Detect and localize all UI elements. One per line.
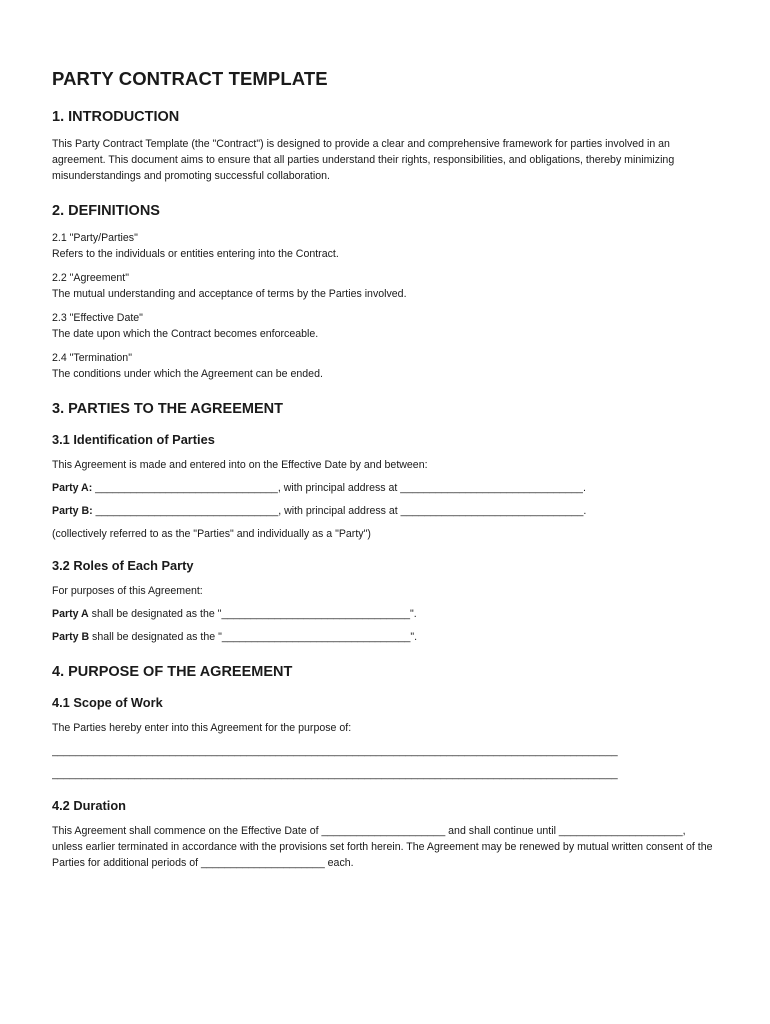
duration-text: This Agreement shall commence on the Effective Date of _____________________ and shall continue until _____________________, unless earlier terminated in accordance with the provisions set forth herein. The Agreement may be renewed by mutual written consent of the Parties for additional periods of _____________________ each.	[52, 825, 713, 869]
purpose-heading: 4. PURPOSE OF THE AGREEMENT	[52, 664, 293, 680]
definition-term: 2.4 "Termination"	[52, 352, 132, 364]
definition-term: 2.3 "Effective Date"	[52, 312, 143, 324]
role-b-line	[52, 629, 718, 645]
definition-desc: The mutual understanding and acceptance of terms by the Parties involved.	[52, 288, 407, 300]
party-b-label: Party B:	[52, 505, 93, 517]
identification-intro: This Agreement is made and entered into on the Effective Date by and between:	[52, 459, 428, 471]
definition-term: 2.1 "Party/Parties"	[52, 232, 138, 244]
parties-section	[52, 401, 718, 645]
introduction-text: This Party Contract Template (the "Contract") is designed to provide a clear and comprehensive framework for parties involved in an agreement. This document aims to ensure that all parties understand their rights, responsibilities, and obligations, thereby minimizing misunderstandings and promoting successful collaboration.	[52, 138, 675, 182]
introduction-heading: 1. INTRODUCTION	[52, 109, 180, 125]
purpose-section	[52, 664, 718, 871]
definition-term: 2.2 "Agreement"	[52, 272, 130, 284]
definition-item	[52, 350, 718, 382]
role-a-line	[52, 606, 718, 622]
scope-heading: 4.1 Scope of Work	[52, 695, 163, 710]
identification-heading: 3.1 Identification of Parties	[52, 432, 215, 447]
party-b-line	[52, 503, 718, 519]
definition-desc: The conditions under which the Agreement can be ended.	[52, 368, 323, 380]
definition-item	[52, 230, 718, 262]
role-a-label: Party A	[52, 608, 89, 620]
party-a-line	[52, 480, 718, 496]
definitions-section	[52, 203, 718, 382]
role-b-label: Party B	[52, 631, 90, 643]
roles-heading: 3.2 Roles of Each Party	[52, 558, 194, 573]
definitions-heading: 2. DEFINITIONS	[52, 203, 160, 219]
scope-blank-line: ________________________________________________________________________________________________	[52, 768, 618, 780]
scope-blank-line: ________________________________________________________________________________________________	[52, 745, 618, 757]
definition-desc: The date upon which the Contract becomes enforceable.	[52, 328, 319, 340]
introduction-section	[52, 109, 718, 184]
duration-heading: 4.2 Duration	[52, 798, 126, 813]
party-a-label: Party A:	[52, 482, 93, 494]
party-a-text: _______________________________, with principal address at _______________________________.	[92, 482, 586, 494]
parties-heading: 3. PARTIES TO THE AGREEMENT	[52, 401, 283, 417]
definition-desc: Refers to the individuals or entities entering into the Contract.	[52, 248, 339, 260]
party-b-text: _______________________________, with principal address at _______________________________.	[92, 505, 587, 517]
scope-intro: The Parties hereby enter into this Agreement for the purpose of:	[52, 722, 352, 734]
roles-intro: For purposes of this Agreement:	[52, 585, 203, 597]
definition-item	[52, 270, 718, 302]
role-b-text: shall be designated as the "________________________________".	[89, 631, 418, 643]
definition-item	[52, 310, 718, 342]
document-title: PARTY CONTRACT TEMPLATE	[52, 68, 328, 89]
role-a-text: shall be designated as the "________________________________".	[88, 608, 417, 620]
collective-note: (collectively referred to as the "Parties" and individually as a "Party")	[52, 528, 371, 540]
